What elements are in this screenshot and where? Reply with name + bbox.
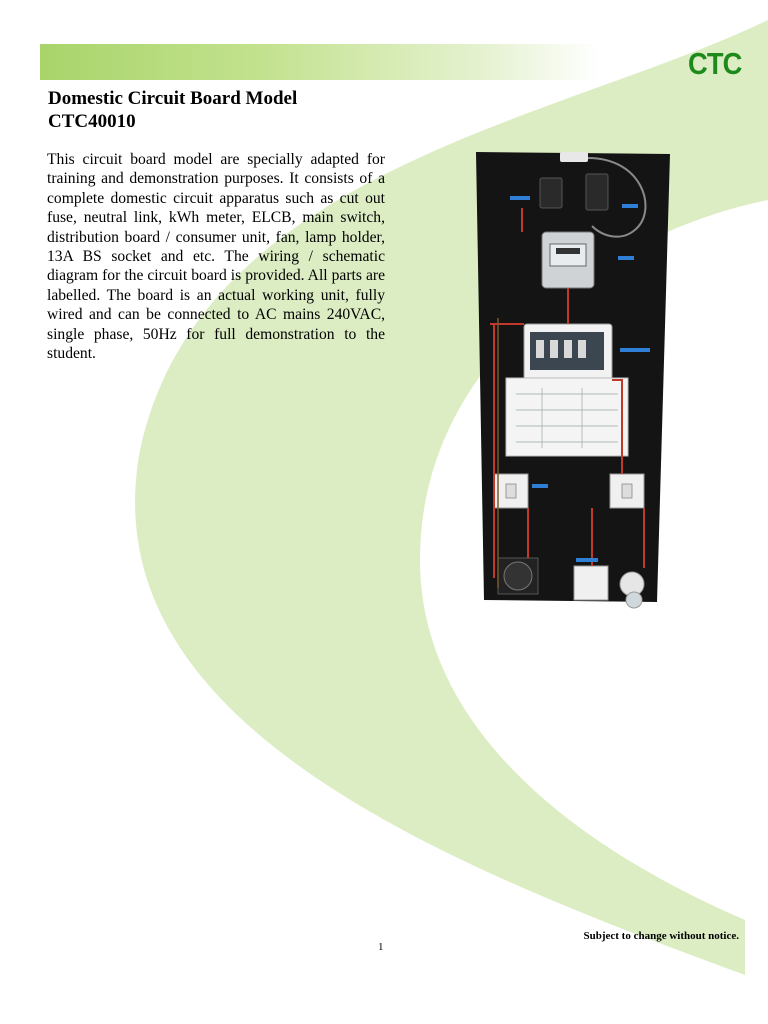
- title-line-2: CTC40010: [48, 111, 136, 132]
- header-band: [40, 44, 600, 80]
- title-line-1: Domestic Circuit Board Model: [48, 88, 298, 109]
- page-title: [48, 87, 297, 133]
- product-description: This circuit board model are specially adapted for training and demonstration purposes. It consists of a complete domestic circuit apparatus such as cut out fuse, neutral link, kWh meter, ELCB, main switch, distribution board / consumer unit, fan, lamp holder, 13A BS socket and etc. The wiring / schematic diagram for the circuit board is provided. All parts are labelled. The board is an actual working unit, fully wired and can be connected to AC mains 240VAC, single phase, 50Hz for full demonstration to the student.: [47, 151, 385, 363]
- circuit-board-photo: [472, 148, 677, 610]
- page-number: 1: [378, 941, 384, 953]
- disclaimer-notice: Subject to change without notice.: [583, 930, 739, 942]
- ctc-logo: CTC: [688, 46, 742, 81]
